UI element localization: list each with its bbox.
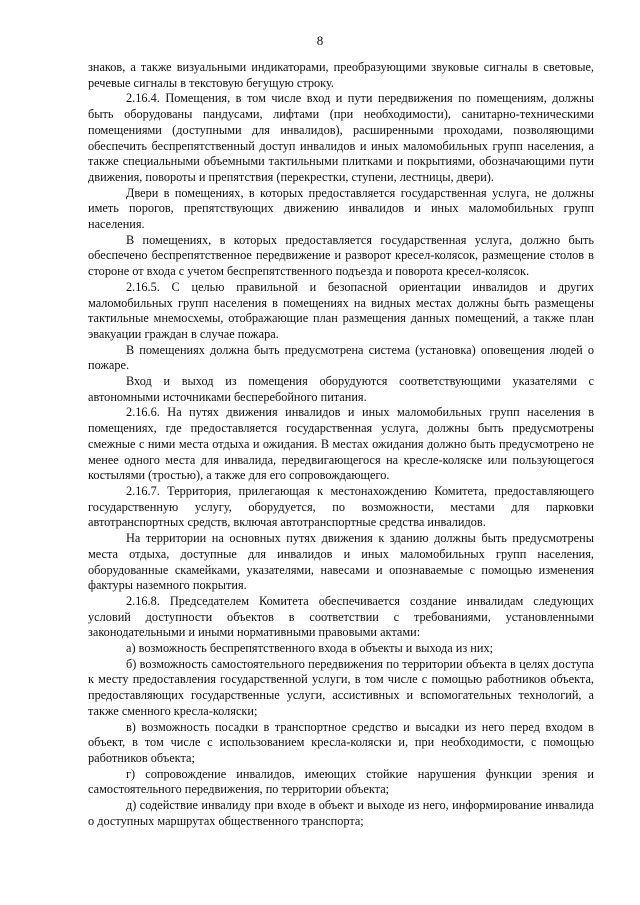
paragraph-territory: На территории на основных путях движения к зданию должны быть предусмотрены места отдыха, доступные для инвалидов и иных маломобильных групп населения, оборудованные скамейками, указателями, навесами и опознаваемые с помощью изменения фактуры наземного покрытия. [88,531,594,593]
paragraph-2-16-6: 2.16.6. На путях движения инвалидов и иных маломобильных групп населения в помещениях, где предоставляется государственная услуга, должны быть предусмотрены смежные с ними места отдыха и ожидания. В местах ожидания должно быть предусмотрено не менее одного места для инвалида, передвигающегося на кресле-коляске или пользующегося костылями (тростью), а также для его сопровождающего. [88,405,594,483]
paragraph-continuation: знаков, а также визуальными индикаторами, преобразующими звуковые сигналы в световые, речевые сигналы в текстовую бегущую строку. [88,60,594,90]
list-item-a: а) возможность беспрепятственного входа в объекты и выхода из них; [126,641,494,656]
paragraph-2-16-5: 2.16.5. С целью правильной и безопасной ориентации инвалидов и других маломобильных групп населения в помещениях на видных местах должны быть размещены тактильные мнемосхемы, отображающие план размещения данных помещений, а также план эвакуации граждан в случае пожара. [88,279,594,341]
paragraph-2-16-8: 2.16.8. Председателем Комитета обеспечивается создание инвалидам следующих условий доступности объектов в соответствии с требованиями, установленными законодательными и иными нормативными правовыми актами: [88,593,594,640]
paragraph-wheelchair-movement: В помещениях, в которых предоставляется государственная услуга, должно быть обеспечено беспрепятственное передвижение и разворот кресел-колясок, размещение столов в стороне от входа с учетом беспрепятственного подъезда и поворота кресел-колясок. [88,232,594,279]
list-item-d: д) содействие инвалиду при входе в объект и выходе из него, информирование инвалида о доступных маршрутах общественного транспорта; [88,798,594,828]
document-body [88,60,594,829]
page-number: 8 [316,33,324,48]
paragraph-exit-signs: Вход и выход из помещения оборудуются соответствующими указателями с автономными источниками бесперебойного питания. [88,374,594,404]
list-item-g: г) сопровождение инвалидов, имеющих стойкие нарушения функции зрения и самостоятельного передвижения, по территории объекта; [88,766,594,797]
paragraph-2-16-7: 2.16.7. Территория, прилегающая к местонахождению Комитета, предоставляющего государственную услугу, оборудуется, по возможности, местами для парковки автотранспортных средств, включая автотранспортные средства инвалидов. [88,483,594,530]
list-item-b: б) возможность самостоятельного передвижения по территории объекта в целях доступа к месту предоставления государственной услуги, в том числе с помощью работников объекта, предоставляющих государственные услуги, ассистивных и вспомогательных технологий, а также сменного кресла-коляски; [88,656,594,718]
paragraph-doors: Двери в помещениях, в которых предоставляется государственная услуга, не должны иметь порогов, препятствующих движению инвалидов и иных маломобильных групп населения. [88,185,594,232]
paragraph-fire-alarm: В помещениях должна быть предусмотрена система (установка) оповещения людей о пожаре. [88,342,594,373]
paragraph-2-16-4: 2.16.4. Помещения, в том числе вход и пути передвижения по помещениям, должны быть оборудованы пандусами, лифтами (при необходимости), санитарно-техническими помещениями (доступными для инвалидов), расширенными проходами, позволяющими обеспечить беспрепятственный доступ инвалидов и иных маломобильных групп населения, а также специальными объемными тактильными плитками и покрытиями, обозначающими пути движения, повороты и препятствия (перекрестки, ступени, лестницы, двери). [88,91,594,184]
list-item-v: в) возможность посадки в транспортное средство и высадки из него перед входом в объект, в том числе с использованием кресла-коляски и, при необходимости, с помощью работников объекта; [88,719,594,765]
